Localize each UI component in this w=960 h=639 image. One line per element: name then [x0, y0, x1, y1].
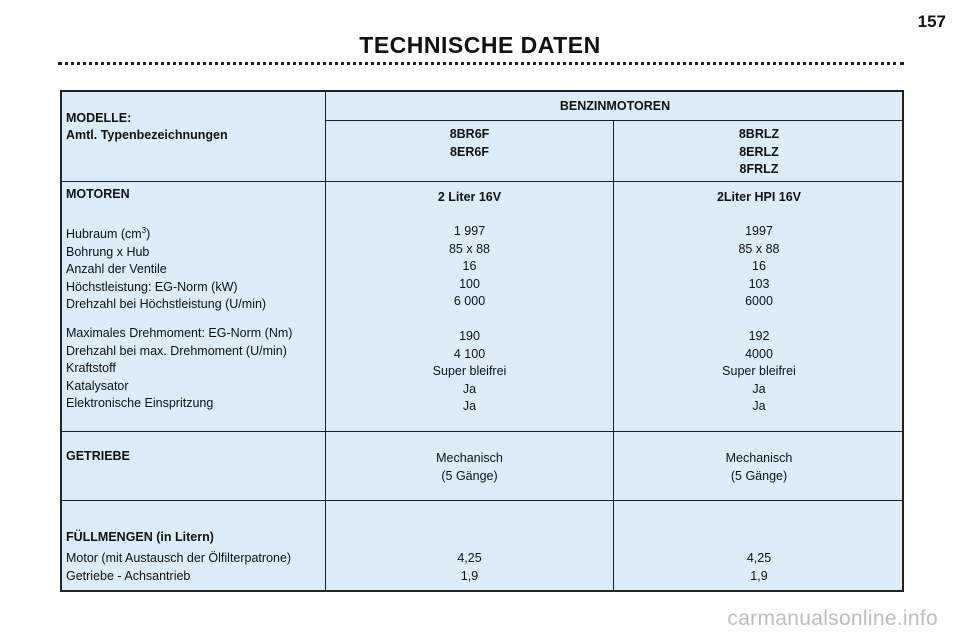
- spec-value: 6000: [745, 294, 773, 308]
- spec-label: Getriebe - Achsantrieb: [66, 568, 191, 583]
- spec-label-text: Hubraum (cm: [66, 227, 142, 242]
- spec-value: Ja: [462, 381, 477, 396]
- fuellmengen-heading: FÜLLMENGEN (in Litern): [66, 530, 214, 544]
- spec-value: Super bleifrei: [432, 364, 507, 378]
- spec-value: (5 Gänge): [441, 468, 498, 483]
- spec-value: Super bleifrei: [722, 364, 796, 378]
- spec-label: Kraftstoff: [66, 361, 116, 375]
- col1-getriebe-values: [326, 450, 613, 485]
- spec-value: 85 x 88: [738, 241, 780, 256]
- spec-value: 16: [462, 259, 477, 273]
- getriebe-heading: GETRIEBE: [66, 449, 130, 463]
- spec-value: 4,25: [746, 551, 772, 565]
- spec-label: Drehzahl bei max. Drehmoment (U/min): [66, 343, 287, 358]
- spec-value: Ja: [752, 399, 766, 413]
- spec-value: 192: [748, 329, 770, 343]
- spec-label: Höchstleistung: EG-Norm (kW): [66, 279, 238, 294]
- spec-value: Mechanisch: [436, 451, 503, 465]
- row-divider-models: [62, 181, 904, 182]
- col1-motor-values-a: [326, 223, 613, 311]
- models-label: MODELLE:: [66, 111, 132, 125]
- dotted-separator: [58, 62, 904, 65]
- motoren-labels-b: [66, 325, 324, 413]
- col2-model-codes: [614, 126, 904, 179]
- spec-label: Maximales Drehmoment: EG-Norm (Nm): [66, 326, 293, 340]
- spec-label: Katalysator: [66, 378, 129, 393]
- spec-value: 1 997: [453, 224, 486, 238]
- spec-value: 1997: [745, 224, 773, 238]
- spec-label: Anzahl der Ventile: [66, 262, 167, 277]
- model-code: 8ER6F: [450, 144, 489, 159]
- model-code: 8BRLZ: [738, 127, 780, 141]
- col2-motor-values-a: [614, 223, 904, 311]
- spec-value: 103: [748, 276, 770, 291]
- row-divider-getriebe: [62, 500, 904, 501]
- spec-value: 1,9: [460, 568, 479, 583]
- spec-label-close: ): [146, 227, 151, 242]
- spec-value: Ja: [752, 381, 766, 396]
- spec-value: 4,25: [457, 551, 482, 565]
- spec-value: 16: [752, 259, 766, 273]
- spec-value: (5 Gänge): [730, 468, 788, 483]
- row-divider-motoren: [62, 431, 904, 432]
- spec-value: 85 x 88: [448, 241, 490, 256]
- col2-engine-title: 2Liter HPI 16V: [716, 190, 802, 204]
- engine-group-header: BENZINMOTOREN: [559, 99, 671, 113]
- spec-value: Ja: [462, 399, 477, 413]
- spec-value: 100: [459, 276, 480, 291]
- col2-getriebe-values: [614, 450, 904, 485]
- superscript-unit: 3: [141, 226, 147, 235]
- col1-engine-title: 2 Liter 16V: [437, 190, 502, 204]
- model-code: 8ERLZ: [739, 144, 779, 159]
- spec-value: 190: [459, 329, 480, 343]
- spec-label: Drehzahl bei Höchstleistung (U/min): [66, 297, 267, 312]
- spec-value: 4000: [745, 346, 773, 361]
- motoren-labels-a: [66, 222, 324, 314]
- col2-motor-values-b: [614, 328, 904, 416]
- spec-value: Mechanisch: [725, 451, 793, 465]
- page-title: TECHNISCHE DATEN: [359, 32, 601, 58]
- motoren-heading: MOTOREN: [66, 187, 130, 201]
- col1-fuellmengen-values: [326, 550, 613, 585]
- spec-label-hubraum: [66, 222, 324, 244]
- spec-value: 1,9: [750, 568, 768, 583]
- col2-fuellmengen-values: [614, 550, 904, 585]
- spec-label: Elektronische Einspritzung: [66, 396, 214, 410]
- spec-value: 6 000: [453, 294, 486, 308]
- page-number: 157: [917, 12, 946, 31]
- col1-model-codes: [326, 126, 613, 161]
- spec-table: [60, 90, 904, 592]
- fuellmengen-labels: [66, 550, 324, 585]
- model-code: 8BR6F: [449, 127, 490, 141]
- col1-motor-values-b: [326, 328, 613, 416]
- header-divider: [326, 120, 904, 121]
- spec-label: Motor (mit Austausch der Ölfilterpatrone): [66, 551, 292, 565]
- watermark: carmanualsonline.info: [727, 607, 938, 630]
- spec-label: Bohrung x Hub: [66, 244, 150, 259]
- models-sublabel: Amtl. Typenbezeichnungen: [66, 128, 228, 142]
- spec-value: 4 100: [453, 346, 486, 361]
- model-code: 8FRLZ: [739, 162, 779, 176]
